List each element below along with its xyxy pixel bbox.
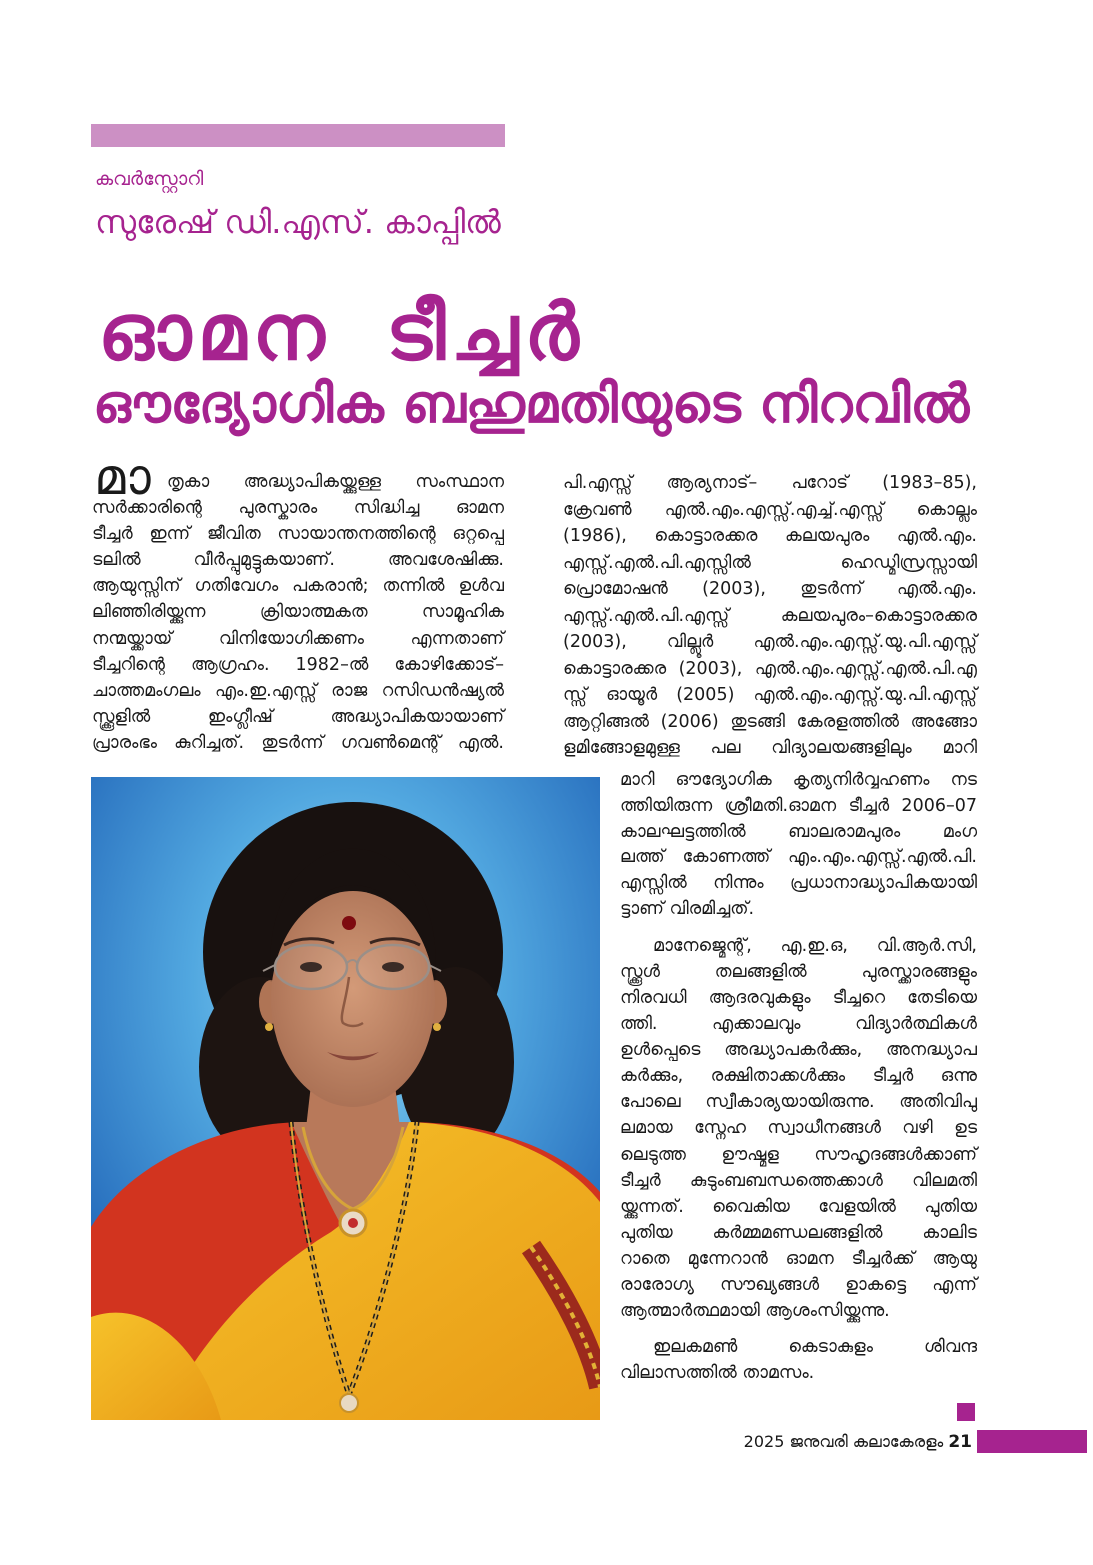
text-line: ക്രേവൺ എൽ.എം.എസ്സ്.എച്ച്.എസ്സ് കൊല്ലം bbox=[563, 499, 977, 520]
text-line: പുതിയ കർമ്മമണ്ഡലങ്ങളിൽ കാലിട bbox=[620, 1222, 977, 1243]
text-line: ഉൾപ്പെടെ അദ്ധ്യാപകർക്കും, അനദ്ധ്യാപ bbox=[620, 1040, 977, 1061]
right-column-paragraph-2 bbox=[620, 933, 977, 1324]
text-line: ലത്ത് കോണത്ത് എം.എം.എസ്സ്.എൽ.പി. bbox=[620, 847, 977, 868]
text-line: സ്സ് ഓയൂർ (2005) എൽ.എം.എസ്സ്.യു.പി.എസ്സ് bbox=[563, 685, 977, 705]
text-line: നന്മയ്ക്കായ് വിനിയോഗിക്കണം എന്നതാണ് bbox=[92, 628, 504, 649]
text-line: ട്ടാണ് വിരമിച്ചത്. bbox=[620, 898, 755, 919]
portrait-photo bbox=[91, 777, 600, 1420]
text-line: യ്ക്കുന്നത്. വൈകിയ വേളയിൽ പുതിയ bbox=[620, 1196, 977, 1217]
text-line: ചാത്തമംഗലം എം.ഇ.എസ്സ് രാജ റസിഡൻഷ്യൽ bbox=[92, 680, 504, 701]
right-column-paragraph-3 bbox=[620, 1334, 977, 1386]
text-line: ത്തിയിരുന്ന ശ്രീമതി.ഓമന ടീച്ചർ 2006–07 bbox=[620, 795, 977, 816]
article-subtitle: ഔദ്യോഗിക ബഹുമതിയുടെ നിറവിൽ bbox=[93, 374, 970, 435]
text-line: എസ്സ്.എൽ.പി.എസ്സ് കലയപുരം–കൊട്ടാരക്കര bbox=[563, 605, 977, 626]
drop-cap: മാ bbox=[94, 448, 151, 506]
text-line: സ്ക്കൂൾ തലങ്ങളിൽ പുരസ്ക്കാരങ്ങളും bbox=[620, 962, 977, 983]
author-byline: സുരേഷ് ഡി.എസ്. കാപ്പിൽ bbox=[95, 203, 501, 241]
text-line: സർക്കാരിന്റെ പുരസ്കാരം സിദ്ധിച്ച ഓമന bbox=[92, 498, 504, 519]
text-line: എസ്സ്.എൽ.പി.എസ്സിൽ ഹെഡ്മിസ്രസ്സായി bbox=[563, 552, 977, 573]
text-line: തൃകാ അദ്ധ്യാപികയ്ക്കുള്ള സംസ്ഥാന bbox=[167, 472, 504, 492]
article-end-mark bbox=[957, 1403, 975, 1421]
text-line: മാറി ഔദ്യോഗിക കൃത്യനിർവ്വഹണം നട bbox=[620, 770, 977, 790]
text-line: ആത്മാർത്ഥമായി ആശംസിയ്ക്കുന്നു. bbox=[620, 1300, 890, 1321]
text-line: ത്തി. എക്കാലവും വിദ്യാർത്ഥികൾ bbox=[620, 1014, 977, 1035]
text-line: നിരവധി ആദരവുകളും ടീച്ചറെ തേടിയെ bbox=[620, 988, 977, 1009]
text-line: പോലെ സ്വീകാര്യയായിരുന്നു. അതിവിപു bbox=[620, 1092, 977, 1113]
text-line: ടീച്ചറിന്റെ ആഗ്രഹം. 1982–ൽ കോഴിക്കോട്– bbox=[92, 654, 504, 675]
text-line: ടീച്ചർ കുടുംബബന്ധത്തെക്കാൾ വിലമതി bbox=[620, 1170, 977, 1191]
page-footer bbox=[744, 1430, 972, 1454]
text-line: ലെടുത്ത ഊഷ്മള സൗഹൃദങ്ങൾക്കാണ് bbox=[620, 1144, 977, 1165]
text-line: ലിഞ്ഞിരിയ്ക്കുന്ന ക്രിയാത്മകത സാമൂഹിക bbox=[92, 602, 504, 623]
text-line: റാതെ മുന്നേറാൻ ഓമന ടീച്ചർക്ക് ആയു bbox=[620, 1248, 977, 1269]
page-number: 21 bbox=[948, 1432, 972, 1452]
text-line: (1986), കൊട്ടാരക്കര കലയപുരം എൽ.എം. bbox=[563, 526, 977, 546]
text-line: സ്ക്കൂളിൽ ഇംഗ്ലീഷ് അദ്ധ്യാപികയായാണ് bbox=[92, 706, 504, 727]
section-label: കവർസ്റ്റോറി bbox=[95, 168, 204, 190]
text-line: രാരോഗ്യ സൗഖ്യങ്ങൾ ഉാകട്ടെ എന്ന് bbox=[620, 1274, 977, 1295]
text-line: പി.എസ്സ് ആര്യനാട്– പറോട് (1983–85), bbox=[563, 473, 977, 493]
text-line: വിലാസത്തിൽ താമസം. bbox=[620, 1363, 815, 1383]
text-line: മാനേജ്മെന്റ്, എ.ഇ.ഒ, വി.ആർ.സി, bbox=[653, 936, 977, 956]
text-line: ളമിങ്ങോളമുള്ള പല വിദ്യാലയങ്ങളിലും മാറി bbox=[563, 738, 977, 758]
text-line: പ്രൊമോഷൻ (2003), തുടർന്ന് എൽ.എം. bbox=[563, 579, 977, 599]
text-line: ലമായ സ്നേഹ സ്വാധീനങ്ങൾ വഴി ഉട bbox=[620, 1118, 977, 1139]
right-column-narrow bbox=[620, 768, 977, 923]
text-line: ഇലകമൺ കെടാകുളം ശിവന്ദ bbox=[653, 1337, 977, 1357]
footer-color-bar bbox=[977, 1430, 1087, 1453]
text-line: ആയുസ്സിന് ഗതിവേഗം പകരാൻ; തന്നിൽ ഉൾവ bbox=[92, 576, 504, 597]
text-line: (2003), വില്ലൂർ എൽ.എം.എസ്സ്.യു.പി.എസ്സ് bbox=[563, 632, 977, 652]
text-line: ടീച്ചർ ഇന്ന് ജീവിത സായാന്തനത്തിന്റെ ഒറ്റപ്പെ bbox=[92, 524, 504, 545]
article-title: ഓമന ടീച്ചർ bbox=[98, 288, 585, 378]
text-line: കർക്കും, രക്ഷിതാക്കൾക്കും ടീച്ചർ ഒന്നു bbox=[620, 1066, 977, 1087]
text-line: എസ്സിൽ നിന്നും പ്രധാനാദ്ധ്യാപികയായി bbox=[620, 873, 977, 894]
footer-issue: 2025 ജനുവരി കലാകേരളം bbox=[743, 1432, 944, 1451]
text-line: കാലഘട്ടത്തിൽ ബാലരാമപുരം മംഗ bbox=[620, 821, 977, 842]
right-column-wide bbox=[563, 470, 977, 762]
text-line: ആറ്റിങ്ങൽ (2006) തുടങ്ങി കേരളത്തിൽ അങ്ങോ bbox=[563, 711, 977, 732]
text-line: പ്രാരംഭം കുറിച്ചത്. തുടർന്ന് ഗവൺമെന്റ് എൽ. bbox=[92, 732, 504, 753]
text-line: കൊട്ടാരക്കര (2003), എൽ.എം.എസ്സ്.എൽ.പി.എ bbox=[563, 658, 977, 679]
left-column bbox=[92, 469, 504, 756]
text-line: ടലിൽ വീർപ്പുമുട്ടുകയാണ്. അവശേഷിക്കു. bbox=[92, 550, 504, 571]
section-color-bar bbox=[91, 124, 505, 147]
